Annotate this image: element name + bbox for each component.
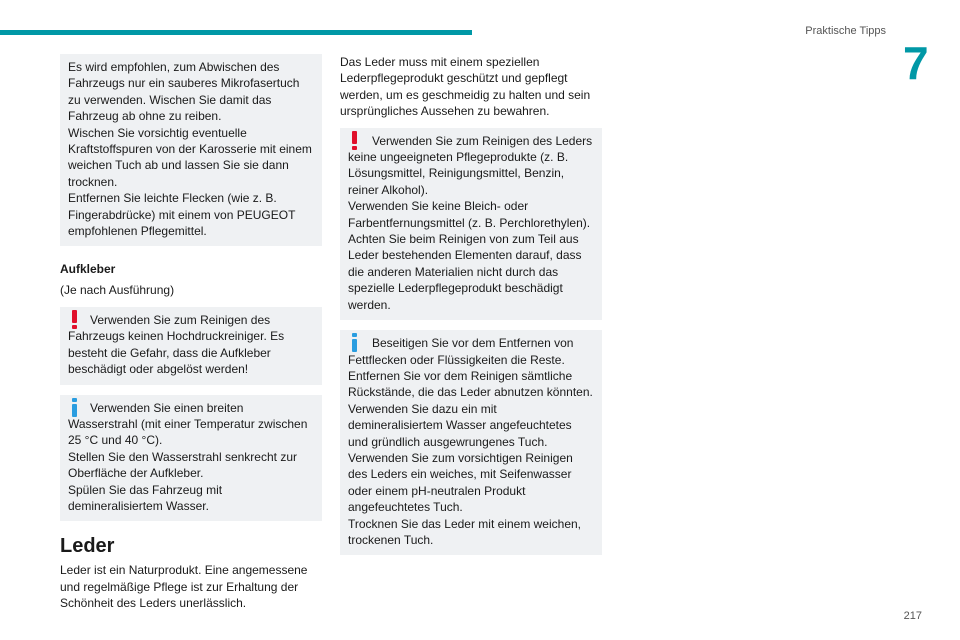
page-number: 217 bbox=[903, 610, 922, 622]
paragraph: Wischen Sie vorsichtig eventuelle Kraftstoffspuren von der Karosserie mit einem weichen Tuch ab und lassen Sie sie dann trocknen. bbox=[68, 125, 312, 189]
header-accent-bar bbox=[0, 30, 472, 35]
paragraph: Beseitigen Sie vor dem Entfernen von Fettflecken oder Flüssigkeiten die Reste. bbox=[348, 336, 574, 367]
paragraph: Spülen Sie das Fahrzeug mit demineralisiertem Wasser. bbox=[68, 482, 223, 513]
stickers-heading: Aufkleber bbox=[60, 262, 116, 277]
stickers-note: (Je nach Ausführung) bbox=[60, 283, 175, 298]
paragraph: Verwenden Sie dazu ein mit demineralisiertem Wasser angefeuchtetes und gründlich ausgewrungenes Tuch. bbox=[348, 401, 572, 449]
leather-info-box bbox=[340, 330, 602, 555]
paragraph: Es wird empfohlen, zum Abwischen des Fahrzeugs nur ein sauberes Mikrofasertuch zu verwenden. Wischen Sie damit das Fahrzeug ab ohne zu reiben. bbox=[68, 60, 300, 124]
leather-warning-box bbox=[340, 128, 602, 320]
exclamation-icon bbox=[346, 131, 364, 151]
paragraph: Verwenden Sie zum Reinigen des Leders keine ungeeigneten Pflegeprodukte (z. B. Lösungsmittel, Reinigungsmittel, Benzin, reiner Alkohol). bbox=[348, 133, 593, 197]
paragraph: Stellen Sie den Wasserstrahl senkrecht zur Oberfläche der Aufkleber. bbox=[68, 449, 297, 481]
paragraph: Verwenden Sie keine Bleich- oder Farbentfernungsmittel (z. B. Perchlorethylen). bbox=[348, 199, 591, 230]
stickers-info-box bbox=[60, 395, 322, 522]
leather-care-intro: Das Leder muss mit einem speziellen Lederpflegeprodukt geschützt und gepflegt werden, um es geschmeidig zu halten und sein ursprüngliches Aussehen zu bewahren. bbox=[340, 55, 591, 119]
leather-intro: Leder ist ein Naturprodukt. Eine angemessene und regelmäßige Pflege ist zur Erhaltung der Schönheit des Leders unerlässlich. bbox=[60, 563, 308, 611]
right-column bbox=[340, 54, 602, 565]
chapter-number: 7 bbox=[903, 37, 929, 89]
paragraph: Verwenden Sie zum Reinigen des Fahrzeugs keinen Hochdruckreiniger. Es besteht die Gefahr, dass die Aufkleber beschädigt oder abgelöst werden! bbox=[68, 312, 285, 377]
left-column bbox=[60, 54, 322, 620]
stickers-warning-box bbox=[60, 307, 322, 385]
paragraph: Trocknen Sie das Leder mit einem weichen, trockenen Tuch. bbox=[348, 516, 582, 547]
paragraph: Achten Sie beim Reinigen von zum Teil aus Leder bestehenden Elementen darauf, dass die anderen Materialien nicht durch das spezielle Lederpflegeprodukt beschädigt werden. bbox=[348, 232, 582, 312]
paragraph: Entfernen Sie leichte Flecken (wie z. B. Fingerabdrücke) mit einem von PEUGEOT empfohlenen Pflegemittel. bbox=[68, 191, 296, 239]
section-title-header: Praktische Tipps bbox=[805, 25, 886, 37]
exclamation-icon bbox=[66, 310, 84, 330]
paragraph: Verwenden Sie einen breiten Wasserstrahl (mit einer Temperatur zwischen 25 °C und 40 °C). bbox=[68, 400, 308, 448]
info-icon bbox=[66, 398, 84, 418]
cleaning-tips-box bbox=[60, 54, 322, 246]
paragraph: Verwenden Sie zum vorsichtigen Reinigen des Leders ein weiches, mit Seifenwasser oder einem pH-neutralen Produkt angefeuchtetes Tuch. bbox=[348, 450, 573, 515]
paragraph: Entfernen Sie vor dem Reinigen sämtliche Rückstände, die das Leder abnutzen könnten. bbox=[348, 368, 593, 400]
leather-section-title: Leder bbox=[60, 535, 115, 558]
info-icon bbox=[346, 333, 364, 353]
